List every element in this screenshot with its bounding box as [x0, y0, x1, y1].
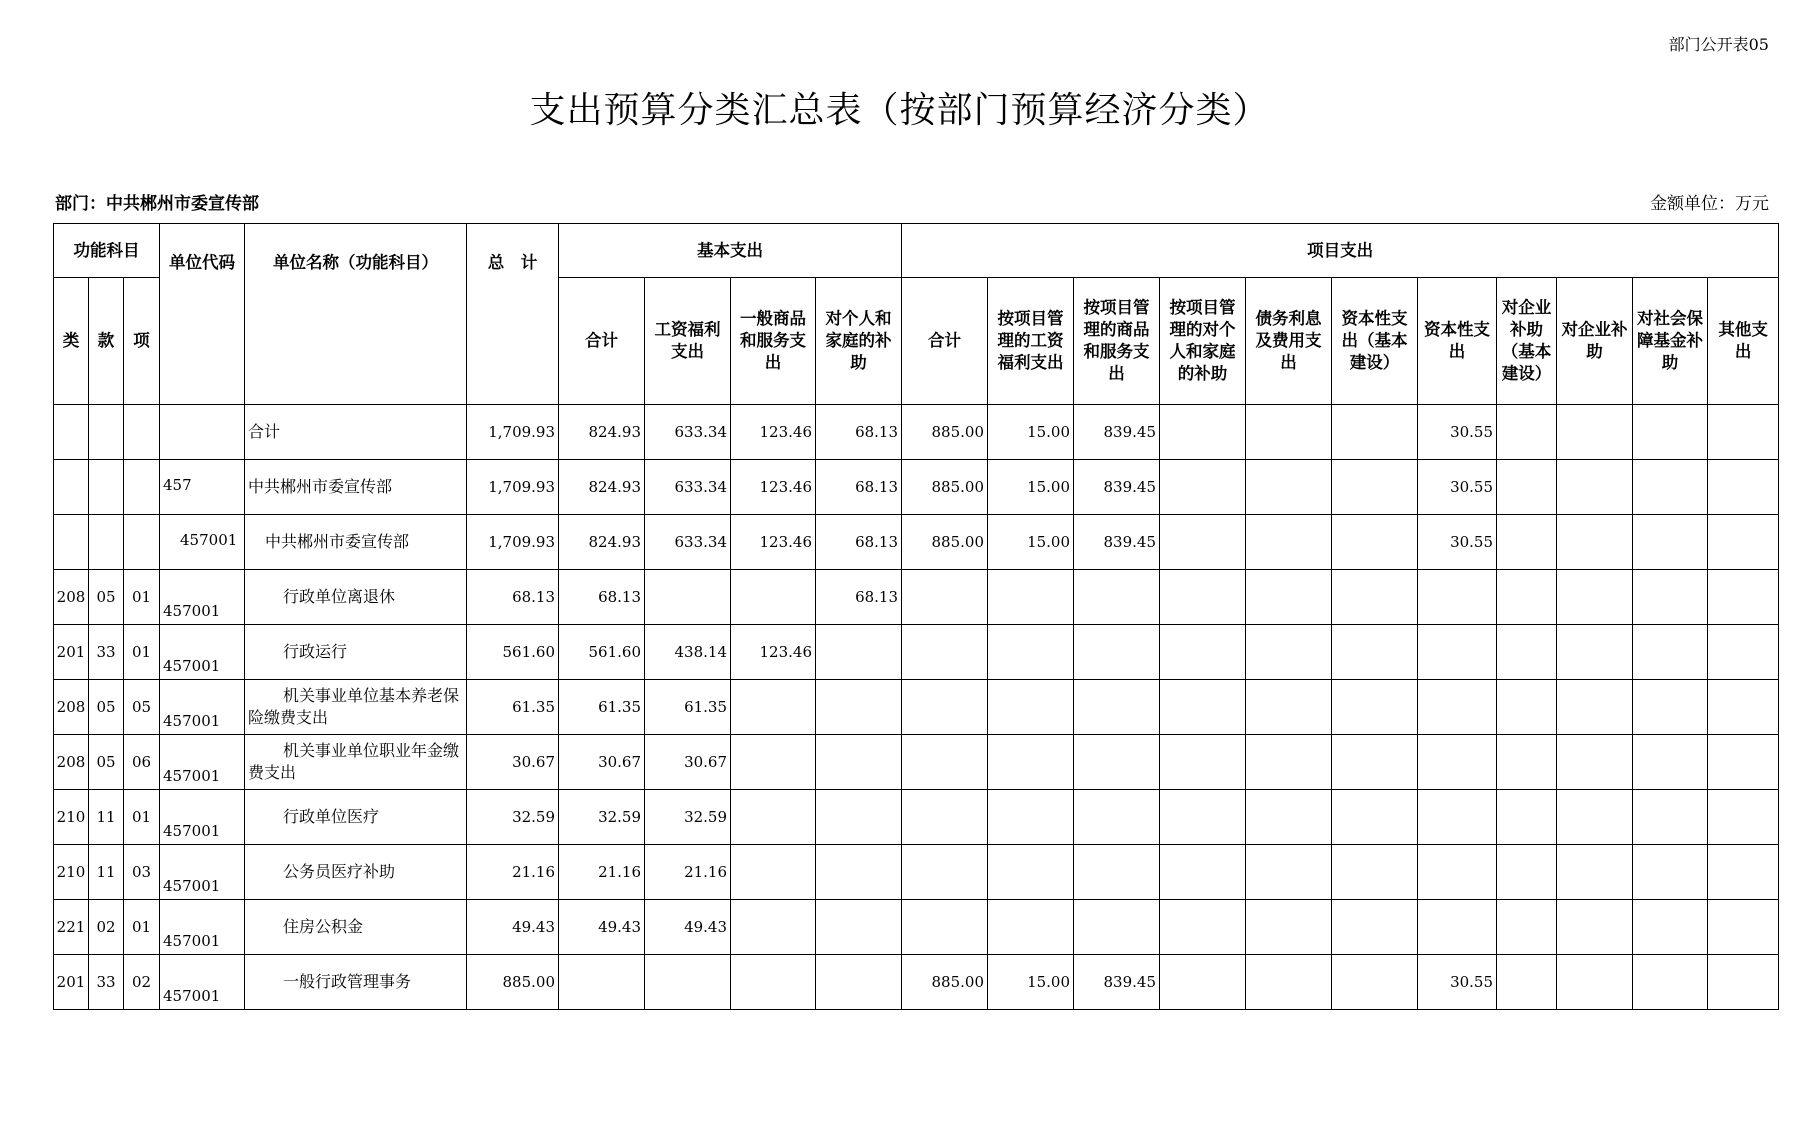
- cell-unit-code: 457001: [160, 790, 245, 845]
- cell-xiang: 05: [124, 680, 160, 735]
- header-lei: 类: [54, 278, 89, 405]
- cell-amount: 824.93: [559, 515, 645, 570]
- cell-amount: 68.13: [816, 515, 902, 570]
- cell-lei: [54, 515, 89, 570]
- cell-amount: [1708, 955, 1779, 1010]
- cell-unit-name: 中共郴州市委宣传部: [245, 460, 467, 515]
- cell-amount: [1708, 625, 1779, 680]
- header-project-col: 债务利息及费用支出: [1246, 278, 1332, 405]
- header-basic-col: 一般商品和服务支出: [731, 278, 816, 405]
- cell-xiang: 03: [124, 845, 160, 900]
- cell-amount: [731, 570, 816, 625]
- header-basic-col: 对个人和家庭的补助: [816, 278, 902, 405]
- header-basic-col: 工资福利支出: [645, 278, 731, 405]
- cell-lei: 210: [54, 790, 89, 845]
- cell-amount: [816, 900, 902, 955]
- cell-amount: 15.00: [988, 515, 1074, 570]
- cell-amount: [1418, 845, 1497, 900]
- cell-amount: [1074, 790, 1160, 845]
- amount-unit-label: 金额单位：万元: [1650, 194, 1769, 214]
- table-row: [54, 900, 1779, 955]
- cell-amount: [731, 680, 816, 735]
- cell-amount: [1708, 460, 1779, 515]
- header-basic-col: 合计: [559, 278, 645, 405]
- cell-unit-name: 行政单位离退休: [245, 570, 467, 625]
- table-row: [54, 680, 1779, 735]
- cell-kuan: 02: [89, 900, 124, 955]
- table-row: [54, 405, 1779, 460]
- header-kuan: 款: [89, 278, 124, 405]
- cell-unit-code: 457001: [160, 570, 245, 625]
- cell-amount: [1160, 790, 1246, 845]
- cell-amount: [1557, 955, 1633, 1010]
- cell-xiang: 01: [124, 570, 160, 625]
- cell-amount: 123.46: [731, 460, 816, 515]
- cell-amount: [1160, 735, 1246, 790]
- cell-amount: [816, 735, 902, 790]
- cell-kuan: 33: [89, 955, 124, 1010]
- cell-amount: 15.00: [988, 955, 1074, 1010]
- cell-kuan: 33: [89, 625, 124, 680]
- cell-amount: 633.34: [645, 460, 731, 515]
- cell-unit-code: 457001: [160, 900, 245, 955]
- cell-amount: [1557, 735, 1633, 790]
- cell-amount: [1633, 515, 1708, 570]
- cell-lei: 201: [54, 625, 89, 680]
- cell-amount: [1633, 955, 1708, 1010]
- cell-amount: 633.34: [645, 405, 731, 460]
- header-project-col: 合计: [902, 278, 988, 405]
- cell-amount: 15.00: [988, 460, 1074, 515]
- header-project-col: 对企业补助（基本建设）: [1497, 278, 1557, 405]
- cell-amount: 30.55: [1418, 515, 1497, 570]
- cell-amount: [1074, 845, 1160, 900]
- cell-amount: [1497, 570, 1557, 625]
- cell-amount: 885.00: [902, 955, 988, 1010]
- cell-unit-name: 中共郴州市委宣传部: [245, 515, 467, 570]
- table-row: [54, 790, 1779, 845]
- cell-unit-code: 457001: [160, 515, 245, 570]
- cell-amount: [1074, 735, 1160, 790]
- page-title: 支出预算分类汇总表（按部门预算经济分类）: [529, 90, 1270, 131]
- cell-amount: [1557, 515, 1633, 570]
- cell-amount: [1332, 405, 1418, 460]
- cell-amount: [1160, 625, 1246, 680]
- cell-amount: 68.13: [467, 570, 559, 625]
- cell-amount: [1332, 680, 1418, 735]
- cell-amount: [645, 570, 731, 625]
- cell-amount: 49.43: [559, 900, 645, 955]
- cell-amount: 885.00: [902, 515, 988, 570]
- cell-amount: [988, 570, 1074, 625]
- cell-amount: [1633, 680, 1708, 735]
- table-row: [54, 625, 1779, 680]
- cell-amount: [1557, 790, 1633, 845]
- cell-amount: [1708, 900, 1779, 955]
- cell-amount: 30.67: [645, 735, 731, 790]
- cell-amount: [1246, 680, 1332, 735]
- cell-amount: 123.46: [731, 515, 816, 570]
- cell-xiang: [124, 405, 160, 460]
- header-project-col: 对企业补助: [1557, 278, 1633, 405]
- cell-amount: [1708, 515, 1779, 570]
- cell-amount: [988, 625, 1074, 680]
- cell-lei: [54, 460, 89, 515]
- table-row: [54, 955, 1779, 1010]
- form-code: 部门公开表05: [1668, 35, 1769, 54]
- cell-amount: 30.55: [1418, 955, 1497, 1010]
- cell-amount: [1074, 680, 1160, 735]
- cell-amount: [1418, 570, 1497, 625]
- cell-amount: [1633, 900, 1708, 955]
- cell-amount: 633.34: [645, 515, 731, 570]
- cell-kuan: 11: [89, 790, 124, 845]
- cell-amount: [731, 955, 816, 1010]
- cell-amount: [1497, 900, 1557, 955]
- cell-amount: [988, 845, 1074, 900]
- cell-lei: 208: [54, 735, 89, 790]
- cell-unit-name: 公务员医疗补助: [245, 845, 467, 900]
- cell-amount: [902, 570, 988, 625]
- cell-amount: 49.43: [467, 900, 559, 955]
- cell-amount: [1633, 460, 1708, 515]
- cell-xiang: [124, 460, 160, 515]
- table-row: [54, 570, 1779, 625]
- cell-amount: [1557, 460, 1633, 515]
- cell-amount: [902, 735, 988, 790]
- cell-lei: 221: [54, 900, 89, 955]
- cell-unit-name: 机关事业单位基本养老保险缴费支出: [245, 680, 467, 735]
- cell-xiang: 01: [124, 900, 160, 955]
- cell-amount: 1,709.93: [467, 405, 559, 460]
- cell-amount: [1160, 900, 1246, 955]
- cell-amount: 561.60: [467, 625, 559, 680]
- cell-amount: 30.55: [1418, 460, 1497, 515]
- cell-amount: [731, 900, 816, 955]
- cell-amount: [1246, 460, 1332, 515]
- header-total: 总 计: [467, 224, 559, 405]
- cell-amount: [1633, 735, 1708, 790]
- cell-amount: [988, 790, 1074, 845]
- cell-unit-code: [160, 405, 245, 460]
- cell-amount: 824.93: [559, 460, 645, 515]
- header-row-top: [54, 224, 1779, 278]
- cell-amount: [1246, 845, 1332, 900]
- cell-amount: [1708, 680, 1779, 735]
- cell-amount: [1708, 735, 1779, 790]
- cell-amount: 438.14: [645, 625, 731, 680]
- cell-amount: [559, 955, 645, 1010]
- cell-xiang: 06: [124, 735, 160, 790]
- cell-unit-name: 住房公积金: [245, 900, 467, 955]
- budget-table: [53, 223, 1779, 1010]
- cell-amount: 68.13: [816, 405, 902, 460]
- cell-amount: [1708, 790, 1779, 845]
- cell-amount: [1246, 790, 1332, 845]
- cell-amount: 1,709.93: [467, 515, 559, 570]
- cell-amount: [1557, 680, 1633, 735]
- cell-amount: [1497, 515, 1557, 570]
- cell-amount: 885.00: [902, 460, 988, 515]
- cell-amount: [1246, 955, 1332, 1010]
- cell-amount: [1160, 845, 1246, 900]
- header-func-subject: 功能科目: [54, 224, 160, 278]
- cell-kuan: 05: [89, 735, 124, 790]
- department-label: 部门：中共郴州市委宣传部: [55, 194, 259, 214]
- cell-amount: [1074, 570, 1160, 625]
- cell-amount: [1246, 625, 1332, 680]
- cell-unit-code: 457001: [160, 735, 245, 790]
- cell-amount: [1418, 900, 1497, 955]
- cell-amount: [1497, 790, 1557, 845]
- cell-amount: [1497, 735, 1557, 790]
- cell-amount: 30.67: [467, 735, 559, 790]
- cell-amount: [1332, 735, 1418, 790]
- cell-amount: [1332, 625, 1418, 680]
- cell-amount: 32.59: [467, 790, 559, 845]
- cell-unit-name: 一般行政管理事务: [245, 955, 467, 1010]
- cell-amount: [1708, 405, 1779, 460]
- cell-amount: [1557, 570, 1633, 625]
- cell-lei: 208: [54, 680, 89, 735]
- cell-amount: [1418, 790, 1497, 845]
- cell-amount: 15.00: [988, 405, 1074, 460]
- cell-unit-code: 457001: [160, 625, 245, 680]
- cell-amount: [1557, 845, 1633, 900]
- cell-amount: [1557, 625, 1633, 680]
- cell-amount: [1557, 405, 1633, 460]
- cell-amount: 839.45: [1074, 955, 1160, 1010]
- cell-amount: 68.13: [816, 460, 902, 515]
- cell-amount: [1246, 515, 1332, 570]
- cell-unit-code: 457001: [160, 680, 245, 735]
- cell-amount: [1633, 570, 1708, 625]
- cell-amount: [902, 845, 988, 900]
- cell-amount: [816, 955, 902, 1010]
- cell-amount: 32.59: [645, 790, 731, 845]
- cell-amount: 21.16: [467, 845, 559, 900]
- cell-amount: [1332, 570, 1418, 625]
- cell-amount: [816, 680, 902, 735]
- cell-amount: [902, 625, 988, 680]
- cell-amount: 61.35: [467, 680, 559, 735]
- cell-amount: [816, 845, 902, 900]
- cell-amount: [1246, 570, 1332, 625]
- cell-unit-name: 行政单位医疗: [245, 790, 467, 845]
- header-basic-expenditure: 基本支出: [559, 224, 902, 278]
- cell-amount: [1332, 515, 1418, 570]
- cell-amount: [1246, 735, 1332, 790]
- cell-unit-code: 457: [160, 460, 245, 515]
- cell-xiang: 02: [124, 955, 160, 1010]
- cell-amount: 824.93: [559, 405, 645, 460]
- cell-amount: [1332, 790, 1418, 845]
- header-project-col: 按项目管理的工资福利支出: [988, 278, 1074, 405]
- cell-amount: 49.43: [645, 900, 731, 955]
- cell-amount: 68.13: [816, 570, 902, 625]
- cell-amount: 123.46: [731, 405, 816, 460]
- cell-amount: [1160, 570, 1246, 625]
- cell-amount: [1418, 680, 1497, 735]
- header-project-col: 资本性支出: [1418, 278, 1497, 405]
- header-xiang: 项: [124, 278, 160, 405]
- cell-amount: 885.00: [902, 405, 988, 460]
- header-project-col: 其他支出: [1708, 278, 1779, 405]
- cell-amount: [1332, 900, 1418, 955]
- cell-amount: [1497, 625, 1557, 680]
- cell-amount: [1074, 900, 1160, 955]
- cell-kuan: [89, 460, 124, 515]
- cell-amount: [902, 680, 988, 735]
- cell-amount: 839.45: [1074, 405, 1160, 460]
- cell-amount: [1160, 680, 1246, 735]
- cell-amount: [1497, 405, 1557, 460]
- cell-amount: 21.16: [559, 845, 645, 900]
- cell-unit-code: 457001: [160, 845, 245, 900]
- cell-amount: [1332, 955, 1418, 1010]
- header-project-expenditure: 项目支出: [902, 224, 1779, 278]
- header-project-col: 按项目管理的商品和服务支出: [1074, 278, 1160, 405]
- cell-amount: [1497, 680, 1557, 735]
- cell-lei: 210: [54, 845, 89, 900]
- cell-amount: 123.46: [731, 625, 816, 680]
- cell-amount: [1497, 845, 1557, 900]
- cell-lei: 208: [54, 570, 89, 625]
- cell-amount: [1160, 460, 1246, 515]
- cell-kuan: 11: [89, 845, 124, 900]
- cell-xiang: 01: [124, 625, 160, 680]
- cell-amount: [731, 735, 816, 790]
- cell-amount: 30.67: [559, 735, 645, 790]
- cell-amount: [1160, 515, 1246, 570]
- cell-amount: 61.35: [645, 680, 731, 735]
- cell-amount: [1246, 405, 1332, 460]
- cell-amount: [1160, 955, 1246, 1010]
- cell-amount: [1246, 900, 1332, 955]
- cell-amount: [816, 790, 902, 845]
- cell-amount: [1708, 845, 1779, 900]
- cell-amount: [1074, 625, 1160, 680]
- cell-unit-code: 457001: [160, 955, 245, 1010]
- cell-amount: [1497, 955, 1557, 1010]
- cell-unit-name: 合计: [245, 405, 467, 460]
- cell-amount: 68.13: [559, 570, 645, 625]
- cell-amount: [1633, 790, 1708, 845]
- cell-amount: [1633, 405, 1708, 460]
- cell-lei: [54, 405, 89, 460]
- cell-amount: [645, 955, 731, 1010]
- cell-amount: 61.35: [559, 680, 645, 735]
- header-unit-name: 单位名称（功能科目）: [245, 224, 467, 405]
- cell-unit-name: 机关事业单位职业年金缴费支出: [245, 735, 467, 790]
- table-row: [54, 515, 1779, 570]
- cell-amount: 885.00: [467, 955, 559, 1010]
- cell-amount: [816, 625, 902, 680]
- header-project-col: 对社会保障基金补助: [1633, 278, 1708, 405]
- table-row: [54, 460, 1779, 515]
- table-row: [54, 735, 1779, 790]
- cell-amount: [1160, 405, 1246, 460]
- cell-kuan: 05: [89, 570, 124, 625]
- cell-amount: 839.45: [1074, 460, 1160, 515]
- cell-unit-name: 行政运行: [245, 625, 467, 680]
- cell-amount: [1497, 460, 1557, 515]
- cell-amount: [731, 845, 816, 900]
- cell-amount: [1557, 900, 1633, 955]
- cell-amount: [1332, 845, 1418, 900]
- cell-amount: [988, 680, 1074, 735]
- cell-xiang: 01: [124, 790, 160, 845]
- table-body: [54, 405, 1779, 1010]
- table-row: [54, 845, 1779, 900]
- cell-amount: [1633, 845, 1708, 900]
- cell-amount: [988, 900, 1074, 955]
- header-project-col: 按项目管理的对个人和家庭的补助: [1160, 278, 1246, 405]
- cell-lei: 201: [54, 955, 89, 1010]
- header-unit-code: 单位代码: [160, 224, 245, 405]
- cell-amount: 21.16: [645, 845, 731, 900]
- cell-amount: [902, 900, 988, 955]
- cell-kuan: [89, 515, 124, 570]
- cell-amount: 1,709.93: [467, 460, 559, 515]
- cell-amount: [731, 790, 816, 845]
- cell-amount: [988, 735, 1074, 790]
- cell-amount: 32.59: [559, 790, 645, 845]
- cell-xiang: [124, 515, 160, 570]
- cell-amount: 30.55: [1418, 405, 1497, 460]
- cell-amount: [1332, 460, 1418, 515]
- cell-amount: [902, 790, 988, 845]
- cell-amount: [1633, 625, 1708, 680]
- cell-kuan: [89, 405, 124, 460]
- cell-amount: 561.60: [559, 625, 645, 680]
- header-project-col: 资本性支出（基本建设）: [1332, 278, 1418, 405]
- cell-kuan: 05: [89, 680, 124, 735]
- cell-amount: 839.45: [1074, 515, 1160, 570]
- cell-amount: [1418, 625, 1497, 680]
- cell-amount: [1708, 570, 1779, 625]
- cell-amount: [1418, 735, 1497, 790]
